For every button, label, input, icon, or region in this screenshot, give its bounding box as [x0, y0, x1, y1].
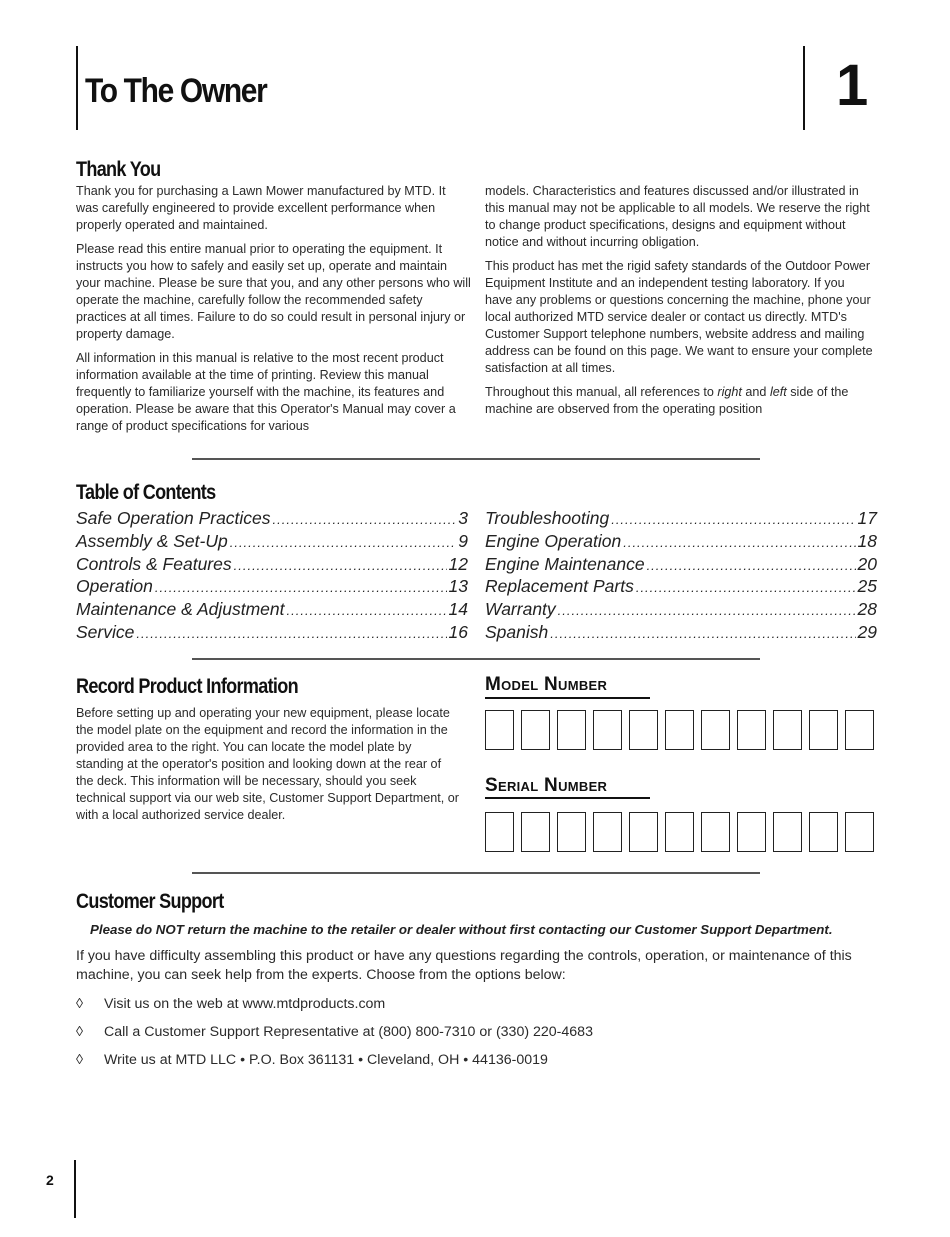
support-notice: Please do NOT return the machine to the retailer or dealer without first contacting our Customer Support Department.	[90, 922, 833, 937]
serial-number-box[interactable]	[629, 812, 658, 852]
toc-entry-engine-maintenance[interactable]: Engine Maintenance ..... 20	[485, 554, 877, 577]
chapter-number: 1	[836, 53, 869, 118]
model-number-label: Model Number	[485, 674, 608, 695]
header-left-bar	[76, 46, 78, 130]
page-number: 2	[46, 1172, 54, 1188]
thank-you-paragraph: All information in this manual is relative to the most recent product information available at the time of printing. Review this manual frequently to familiarize yourself with the machine, its features and operation. Please be aware that this Operator's Manual may cover a range of product specifications for various	[76, 351, 456, 433]
serial-number-box[interactable]	[809, 812, 838, 852]
serial-number-box[interactable]	[593, 812, 622, 852]
model-number-box[interactable]	[593, 710, 622, 750]
model-number-underline	[485, 697, 650, 699]
thank-you-paragraph: Please read this entire manual prior to operating the equipment. It instructs you how to safely and easily set up, operate and maintain your machine. Please be sure that you, and any other persons who will operate the machine, carefully follow the recommended safety practices at all times. Failure to do so could result in personal injury or property damage.	[76, 242, 471, 341]
model-number-box[interactable]	[737, 710, 766, 750]
support-option-text[interactable]: Visit us on the web at www.mtdproducts.com	[104, 996, 386, 1012]
thank-you-paragraph: This product has met the rigid safety standards of the Outdoor Power Equipment Institute and an independent testing laboratory. If you have any problems or questions concerning the machine, phone your local authorized MTD service dealer or contact us directly. MTD's Customer Support telephone numbers, website address and mailing address can be found on this page. We want to ensure your complete satisfaction at all times.	[485, 259, 873, 375]
toc-entry-troubleshooting[interactable]: Troubleshooting ..... 17	[485, 508, 877, 531]
model-number-box[interactable]	[701, 710, 730, 750]
divider	[192, 458, 760, 460]
thank-you-paragraph: Thank you for purchasing a Lawn Mower manufactured by MTD. It was carefully engineered to provide excellent performance when properly operated and maintained.	[76, 184, 446, 232]
toc-entry-controls[interactable]: Controls & Features ..... 12	[76, 554, 468, 577]
model-number-box[interactable]	[521, 710, 550, 750]
chapter-title: To The Owner	[85, 72, 267, 110]
serial-number-box[interactable]	[521, 812, 550, 852]
support-option-mail	[76, 1052, 548, 1068]
model-number-boxes[interactable]	[485, 710, 874, 750]
left-term: left	[769, 385, 787, 399]
right-term: right	[717, 385, 742, 399]
support-option-phone	[76, 1024, 593, 1040]
support-heading: Customer Support	[76, 890, 224, 913]
diamond-bullet-icon: ◊	[76, 996, 84, 1012]
divider	[192, 658, 760, 660]
model-number-box[interactable]	[809, 710, 838, 750]
toc-entry-safe-operation[interactable]: Safe Operation Practices ..... 3	[76, 508, 468, 531]
toc-entry-service[interactable]: Service ..... 16	[76, 622, 468, 645]
divider	[192, 872, 760, 874]
serial-number-underline	[485, 797, 650, 799]
diamond-bullet-icon: ◊	[76, 1052, 84, 1068]
serial-number-label: Serial Number	[485, 775, 608, 796]
toc-heading: Table of Contents	[76, 481, 216, 504]
support-option-text: Write us at MTD LLC • P.O. Box 361131 • Cleveland, OH • 44136-0019	[104, 1052, 548, 1068]
toc-entry-spanish[interactable]: Spanish ..... 29	[485, 622, 877, 645]
serial-number-box[interactable]	[737, 812, 766, 852]
model-number-box[interactable]	[485, 710, 514, 750]
model-number-box[interactable]	[665, 710, 694, 750]
record-heading: Record Product Information	[76, 675, 298, 698]
orientation-paragraph: Throughout this manual, all references to right and left side of the machine are observed from the operating position	[485, 385, 849, 416]
serial-number-box[interactable]	[701, 812, 730, 852]
thank-you-right-column	[485, 183, 875, 425]
toc-entry-engine-operation[interactable]: Engine Operation ..... 18	[485, 531, 877, 554]
serial-number-box[interactable]	[845, 812, 874, 852]
thank-you-heading: Thank You	[76, 158, 161, 181]
toc-right-column	[485, 508, 877, 645]
serial-number-box[interactable]	[485, 812, 514, 852]
model-number-box[interactable]	[557, 710, 586, 750]
serial-number-box[interactable]	[773, 812, 802, 852]
toc-entry-assembly[interactable]: Assembly & Set-Up ..... 9	[76, 531, 468, 554]
toc-entry-warranty[interactable]: Warranty ..... 28	[485, 599, 877, 622]
model-number-box[interactable]	[773, 710, 802, 750]
model-number-box[interactable]	[845, 710, 874, 750]
model-number-box[interactable]	[629, 710, 658, 750]
support-option-text: Call a Customer Support Representative at (800) 800-7310 or (330) 220-4683	[104, 1024, 593, 1040]
record-body: Before setting up and operating your new equipment, please locate the model plate on the equipment and record the information in the provided area to the right. You can locate the model plate by standing at the operator's position and looking down at the rear of the deck. This information will be necessary, should you seek technical support via our web site, Customer Support Department, or with a local authorized service dealer.	[76, 706, 459, 822]
toc-entry-replacement-parts[interactable]: Replacement Parts ..... 25	[485, 576, 877, 599]
serial-number-box[interactable]	[665, 812, 694, 852]
footer-bar	[74, 1160, 76, 1218]
thank-you-paragraph: models. Characteristics and features discussed and/or illustrated in this manual may not be applicable to all models. We reserve the right to change product specifications, designs and equipment without notice and without incurring obligation.	[485, 184, 870, 249]
toc-entry-operation[interactable]: Operation ..... 13	[76, 576, 468, 599]
toc-left-column	[76, 508, 468, 645]
thank-you-left-column	[76, 183, 471, 442]
diamond-bullet-icon: ◊	[76, 1024, 84, 1040]
serial-number-box[interactable]	[557, 812, 586, 852]
header-right-bar	[803, 46, 805, 130]
serial-number-boxes[interactable]	[485, 812, 874, 852]
support-option-web	[76, 996, 385, 1012]
toc-entry-maintenance[interactable]: Maintenance & Adjustment ..... 14	[76, 599, 468, 622]
support-intro: If you have difficulty assembling this product or have any questions regarding the controls, operation, or maintenance of this machine, you can seek help from the experts. Choose from the options below:	[76, 948, 852, 983]
